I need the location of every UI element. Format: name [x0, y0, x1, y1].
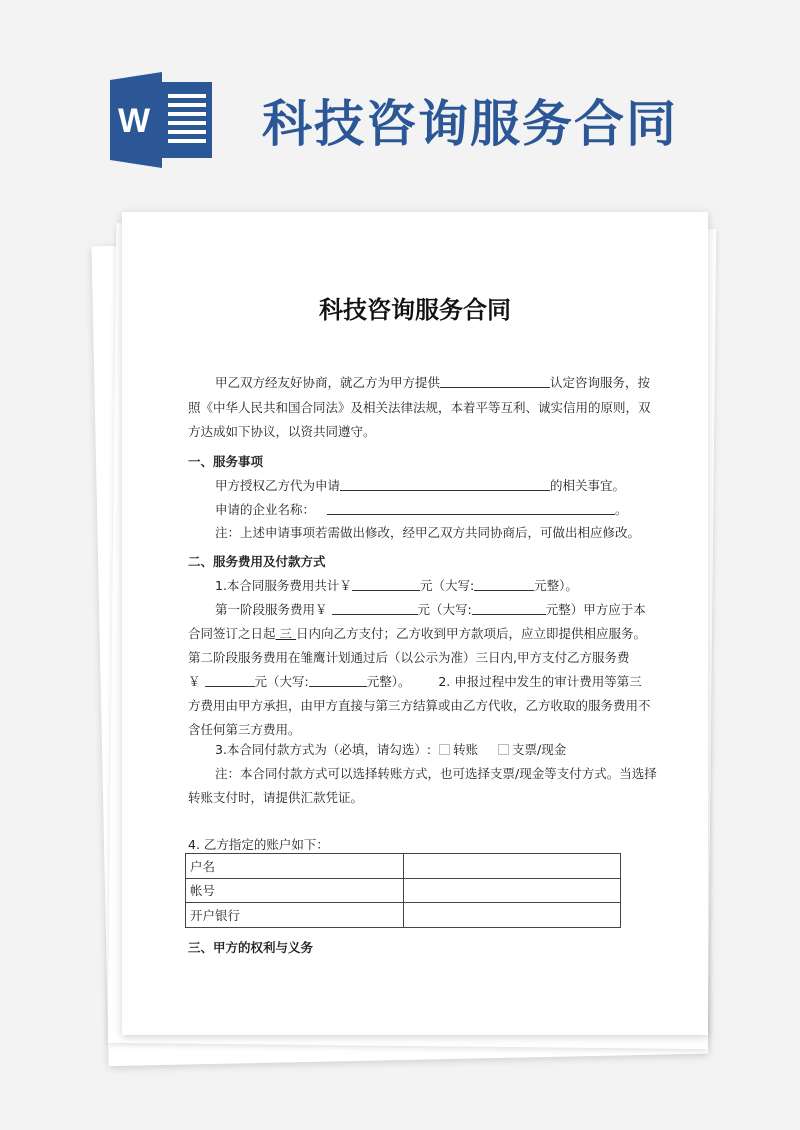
table-row — [186, 878, 621, 903]
text-line: 方费用由甲方承担，由甲方直接与第三方结算或由乙方代收，乙方收取的服务费用不 — [188, 698, 651, 713]
section-heading: 二、服务费用及付款方式 — [188, 554, 326, 569]
text-line: 第二阶段服务费用在雏鹰计划通过后（以公示为准）三日内,甲方支付乙方服务费 — [188, 650, 630, 665]
text-line: 第一阶段服务费用￥ 元（大写: 元整）甲方应于本 — [215, 602, 646, 617]
table-row — [186, 903, 621, 928]
cell-label: 开户银行 — [186, 903, 404, 928]
payment-method-line: 3.本合同付款方式为（必填，请勾选）: 转账 支票/现金 — [215, 742, 567, 757]
text-line: 甲方授权乙方代为申请 的相关事宜。 — [215, 478, 626, 493]
section-heading: 三、甲方的权利与义务 — [188, 940, 314, 955]
text-line: 合同签订之日起 三 日内向乙方支付；乙方收到甲方款项后，应立即提供相应服务。 — [188, 626, 647, 641]
word-logo-icon — [110, 72, 214, 168]
table-row — [186, 854, 621, 879]
document-title: 科技咨询服务合同 — [319, 296, 511, 324]
text-line: 注：上述申请事项若需做出修改，经甲乙双方共同协商后，可做出相应修改。 — [215, 525, 641, 540]
cell-value[interactable] — [403, 878, 621, 903]
account-table — [185, 853, 621, 928]
intro-line: 照《中华人民共和国合同法》及相关法律法规，本着平等互利、诚实信用的原则，双 — [188, 400, 651, 415]
text-line: ￥ 元（大写: 元整）。 2. 申报过程中发生的审计费用等第三 — [188, 674, 642, 689]
cell-label: 户名 — [186, 854, 404, 879]
cell-value[interactable] — [403, 903, 621, 928]
text-line: 1.本合同服务费用共计￥ 元（大写: 元整）。 — [215, 578, 578, 593]
cell-label: 帐号 — [186, 878, 404, 903]
text-line: 申请的企业名称： 。 — [215, 502, 628, 517]
section-heading: 一、服务事项 — [188, 454, 264, 469]
text-line: 转账支付时，请提供汇款凭证。 — [188, 790, 364, 805]
transfer-checkbox[interactable] — [439, 744, 450, 755]
header-title: 科技咨询服务合同 — [262, 95, 678, 153]
document-page — [122, 212, 708, 1035]
cell-value[interactable] — [403, 854, 621, 879]
text-line: 含任何第三方费用。 — [188, 722, 301, 737]
intro-line: 方达成如下协议，以资共同遵守。 — [188, 424, 376, 439]
intro-line: 甲乙双方经友好协商，就乙方为甲方提供 认定咨询服务，按 — [215, 375, 651, 390]
cheque-cash-checkbox[interactable] — [498, 744, 509, 755]
svg-text:W: W — [117, 102, 151, 140]
text-line: 4. 乙方指定的账户如下： — [188, 837, 329, 852]
text-line: 注：本合同付款方式可以选择转账方式，也可选择支票/现金等支付方式。当选择 — [215, 766, 657, 781]
